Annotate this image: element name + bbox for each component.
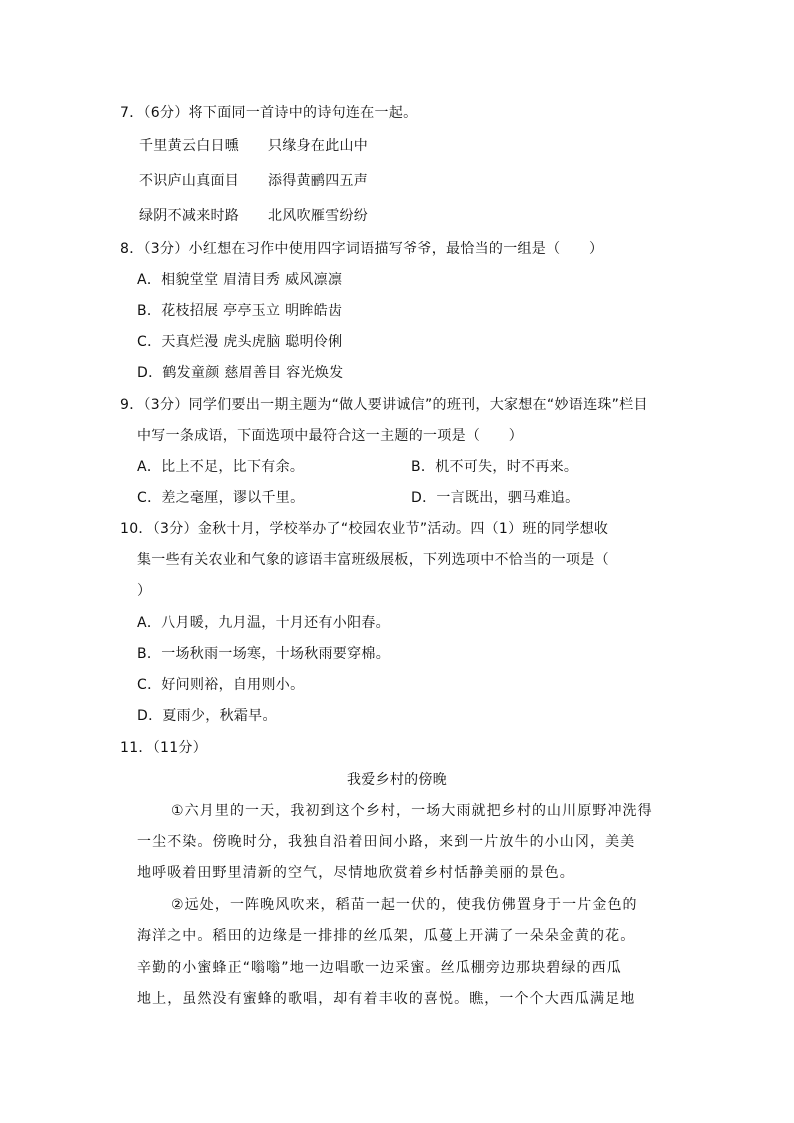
q10-option-c: C．好问则裕，自用则小。: [137, 677, 305, 693]
q7-row2-left: 不识庐山真面目: [139, 173, 240, 189]
passage-p2-line2: 海洋之中。稻田的边缘是一排排的丝瓜架，瓜蔓上开满了一朵朵金黄的花。: [137, 928, 636, 944]
question-11-stem: 11．（11分）: [120, 740, 208, 756]
passage-p2-line1: ②远处，一阵晚风吹来，稻苗一起一伏的，使我仿佛置身于一片金色的: [171, 897, 638, 913]
passage-p2-line3: 辛勤的小蜜蜂正“嗡嗡”地一边唱歌一边采蜜。丝瓜棚旁边那块碧绿的西瓜: [137, 960, 622, 976]
q10-option-b: B．一场秋雨一场寒，十场秋雨要穿棉。: [137, 646, 391, 662]
passage-p1-line3: 地呼吸着田野里清新的空气，尽情地欣赏着乡村恬静美丽的景色。: [137, 865, 575, 881]
q8-option-b: B．花枝招展 亭亭玉立 明眸皓齿: [137, 303, 343, 319]
q7-row2-right: 添得黄鹂四五声: [268, 173, 369, 189]
question-10-stem-line2: 集一些有关农业和气象的谚语丰富班级展板，下列选项中不恰当的一项是（: [137, 552, 609, 568]
q8-option-a: A．相貌堂堂 眉清目秀 威风凛凛: [137, 272, 343, 288]
q7-row1-right: 只缘身在此山中: [268, 138, 369, 154]
q9-option-d: D．一言既出，驷马难追。: [411, 490, 580, 506]
passage-p2-line4: 地上，虽然没有蜜蜂的歌唱，却有着丰收的喜悦。瞧，一个个大西瓜满足地: [137, 991, 636, 1007]
q10-option-a: A．八月暖，九月温，十月还有小阳春。: [137, 615, 390, 631]
q7-row3-right: 北风吹雁雪纷纷: [268, 208, 369, 224]
question-9-stem-line1: 9．（3分）同学们要出一期主题为“做人要讲诚信”的班刊，大家想在“妙语连珠”栏目: [120, 397, 648, 413]
q9-option-b: B．机不可失，时不再来。: [411, 459, 579, 475]
q8-option-c: C．天真烂漫 虎头虎脑 聪明伶俐: [137, 334, 343, 350]
q8-option-d: D．鹤发童颜 慈眉善目 容光焕发: [137, 365, 344, 381]
passage-p1-line2: 一尘不染。傍晚时分，我独自沿着田间小路，来到一片放牛的小山冈，美美: [137, 834, 636, 850]
passage-title: 我爱乡村的傍晚: [346, 772, 448, 788]
q7-row3-left: 绿阴不减来时路: [139, 208, 240, 224]
q9-option-a: A．比上不足，比下有余。: [137, 459, 305, 475]
question-7-stem: 7．（6分）将下面同一首诗中的诗句连在一起。: [120, 105, 418, 121]
passage-p1-line1: ①六月里的一天，我初到这个乡村，一场大雨就把乡村的山川原野冲洗得: [171, 803, 653, 819]
question-10-stem-line3: ）: [137, 583, 152, 599]
q9-option-c: C．差之毫厘，谬以千里。: [137, 490, 305, 506]
q10-option-d: D．夏雨少，秋霜早。: [137, 708, 277, 724]
question-8-stem: 8．（3分）小红想在习作中使用四字词语描写爷爷，最恰当的一组是（ ）: [120, 241, 604, 257]
question-10-stem-line1: 10．（3分）金秋十月，学校举办了“校园农业节”活动。四（1）班的同学想收: [120, 521, 609, 537]
question-9-stem-line2: 中写一条成语，下面选项中最符合这一主题的一项是（ ）: [137, 428, 524, 444]
q7-row1-left: 千里黄云白日曛: [139, 138, 240, 154]
